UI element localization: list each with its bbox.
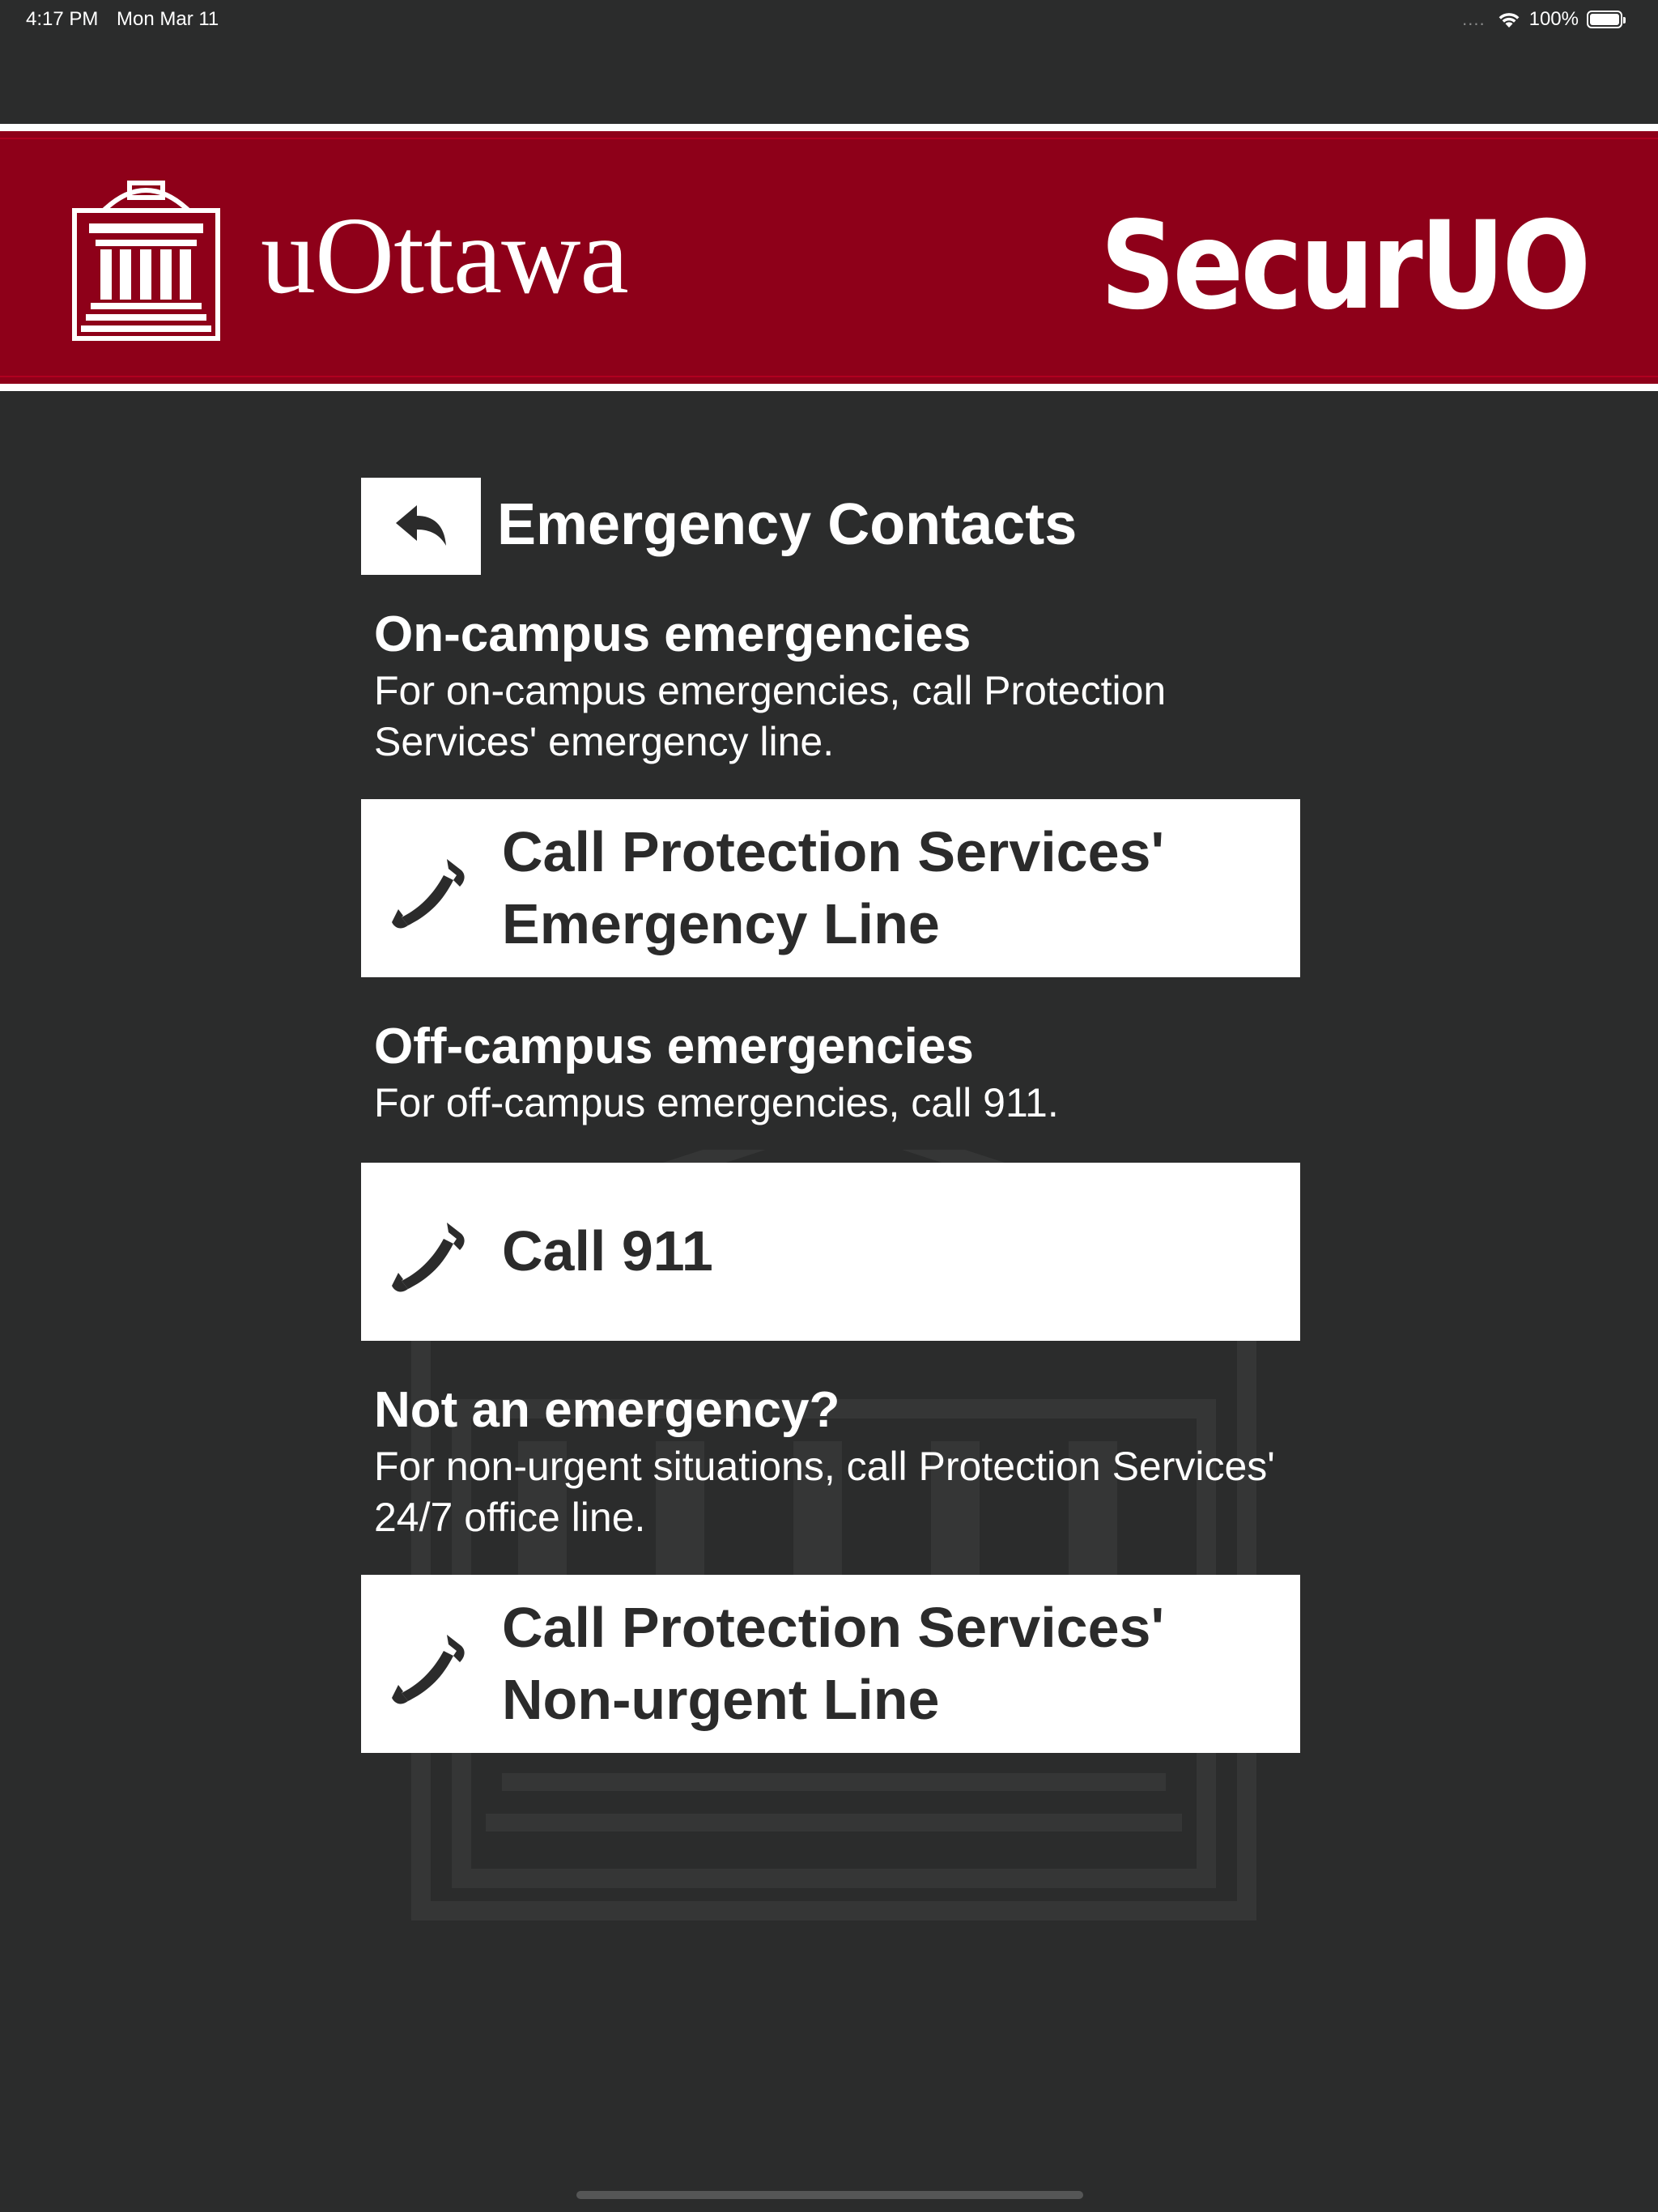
off-campus-section — [374, 1019, 1300, 1129]
page-title: Emergency Contacts — [497, 492, 1078, 557]
battery-percentage: 100% — [1528, 8, 1579, 30]
battery-fill — [1590, 14, 1619, 25]
phone-icon — [390, 1628, 474, 1712]
home-indicator[interactable] — [576, 2191, 1083, 2199]
university-building-logo-icon — [71, 172, 221, 342]
app-name-logo: SecurUO — [1100, 196, 1588, 337]
battery-icon — [1587, 11, 1622, 28]
phone-icon — [390, 853, 474, 937]
status-indicators — [1462, 6, 1622, 32]
page-header — [361, 478, 1300, 575]
university-wordmark: uOttawa — [261, 195, 628, 317]
section-description: For non-urgent situations, call Protection Services' 24/7 office line. — [374, 1444, 1275, 1540]
phone-icon — [390, 1216, 474, 1300]
call-button-label-line1: Call 911 — [502, 1219, 713, 1283]
section-heading: On-campus emergencies — [374, 606, 971, 662]
status-time: 4:17 PM — [26, 8, 99, 30]
section-description: For off-campus emergencies, call 911. — [374, 1080, 1059, 1126]
call-button-label — [502, 799, 1279, 977]
section-heading: Not an emergency? — [374, 1381, 840, 1438]
wifi-icon — [1497, 10, 1521, 29]
non-emergency-section — [374, 1383, 1300, 1542]
status-date: Mon Mar 11 — [117, 8, 219, 30]
back-arrow-icon — [393, 502, 449, 551]
call-911-button[interactable] — [361, 1163, 1300, 1341]
on-campus-section — [374, 607, 1300, 767]
call-button-label-line2: Non-urgent Line — [502, 1668, 940, 1732]
back-button[interactable] — [361, 478, 481, 575]
call-emergency-line-button[interactable] — [361, 799, 1300, 977]
section-heading: Off-campus emergencies — [374, 1019, 974, 1075]
section-description: For on-campus emergencies, call Protection Services' emergency line. — [374, 668, 1167, 764]
header-banner — [0, 124, 1658, 391]
call-non-urgent-line-button[interactable] — [361, 1575, 1300, 1753]
call-button-label — [502, 1575, 1279, 1753]
call-button-label-line2: Emergency Line — [502, 892, 940, 956]
status-bar — [0, 0, 1658, 39]
cellular-signal-icon: .... — [1462, 9, 1486, 29]
call-button-label-line1: Call Protection Services' — [502, 820, 1165, 884]
emergency-contacts-content — [361, 478, 1300, 1753]
call-button-label-line1: Call Protection Services' — [502, 1596, 1165, 1660]
call-button-label — [502, 1163, 1279, 1341]
